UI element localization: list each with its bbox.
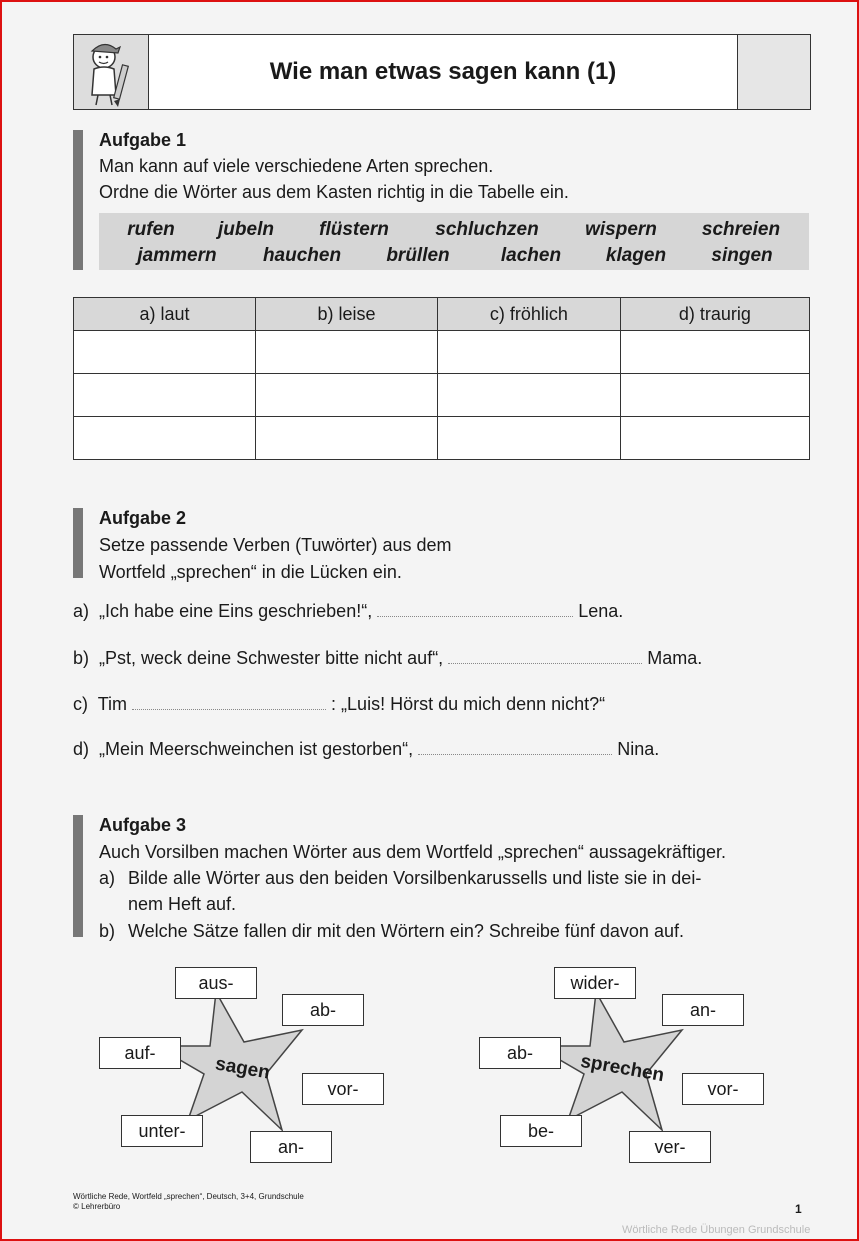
- table-header-row: [74, 298, 810, 331]
- word: schluchzen: [435, 219, 539, 240]
- answer-cell[interactable]: [255, 417, 437, 460]
- answer-cell[interactable]: [620, 417, 809, 460]
- column-header-traurig: d) traurig: [620, 298, 809, 331]
- task3-a-line2: nem Heft auf.: [128, 894, 237, 914]
- word: singen: [711, 245, 773, 266]
- word: jubeln: [218, 219, 274, 240]
- table-row: [74, 374, 810, 417]
- task2-heading: Aufgabe 2: [99, 508, 187, 528]
- footer-line1: Wörtliche Rede, Wortfeld „sprechen“, Deutsch, 3+4, Grundschule: [73, 1192, 304, 1201]
- sentence-text: „Ich habe eine Eins geschrieben!“,: [99, 601, 373, 621]
- task1-line1: Man kann auf viele verschiedene Arten sprechen.: [99, 156, 494, 176]
- sentence-text: Nina.: [617, 739, 660, 759]
- sentence-item-b: [73, 647, 702, 669]
- answer-cell[interactable]: [620, 331, 809, 374]
- column-header-laut: a) laut: [74, 298, 256, 331]
- task3-marker-bar: [73, 815, 83, 937]
- item-label: c): [73, 694, 88, 714]
- wheel-center-sagen: sagen: [213, 1053, 272, 1084]
- task2-marker-bar: [73, 508, 83, 578]
- task3-line1: Auch Vorsilben machen Wörter aus dem Wortfeld „sprechen“ aussagekräftiger.: [99, 842, 726, 862]
- answer-cell[interactable]: [620, 374, 809, 417]
- word: hauchen: [262, 245, 342, 266]
- sentence-text: Mama.: [647, 648, 703, 668]
- footer: [73, 1192, 304, 1212]
- footer-line2: © Lehrerbüro: [73, 1202, 121, 1211]
- prefix-box: an-: [250, 1131, 332, 1163]
- watermark: Wörtliche Rede Übungen Grundschule: [622, 1224, 811, 1236]
- sentence-item-d: [73, 738, 659, 760]
- word-box: [99, 213, 809, 270]
- sorting-table: [73, 297, 810, 460]
- prefix-box: aus-: [175, 967, 257, 999]
- boy-with-pencil-icon: [74, 35, 149, 109]
- prefix-box: be-: [500, 1115, 582, 1147]
- task2-line1: Setze passende Verben (Tuwörter) aus dem: [99, 535, 452, 555]
- sentence-text: Tim: [97, 694, 128, 714]
- column-header-leise: b) leise: [255, 298, 437, 331]
- wheel-center-sprechen: sprechen: [578, 1050, 666, 1087]
- table-row: [74, 331, 810, 374]
- blank-line[interactable]: [448, 647, 642, 664]
- sentence-item-c: [73, 693, 605, 715]
- word: klagen: [605, 245, 667, 266]
- task3-a-line1: Bilde alle Wörter aus den beiden Vorsilbenkarussells und liste sie in dei-: [128, 868, 702, 888]
- answer-cell[interactable]: [255, 331, 437, 374]
- answer-cell[interactable]: [74, 417, 256, 460]
- prefix-box: vor-: [682, 1073, 764, 1105]
- answer-cell[interactable]: [438, 417, 621, 460]
- answer-cell[interactable]: [74, 331, 256, 374]
- page-title: Wie man etwas sagen kann (1): [149, 35, 738, 109]
- prefix-box: an-: [662, 994, 744, 1026]
- prefix-box: vor-: [302, 1073, 384, 1105]
- answer-cell[interactable]: [438, 374, 621, 417]
- answer-cell[interactable]: [74, 374, 256, 417]
- sentence-text: : „Luis! Hörst du mich denn nicht?“: [331, 694, 606, 714]
- task1-line2: Ordne die Wörter aus dem Kasten richtig in die Tabelle ein.: [99, 182, 569, 202]
- item-label: a): [73, 601, 90, 621]
- task1-heading: Aufgabe 1: [99, 130, 187, 150]
- task3-a-label: a): [99, 868, 116, 888]
- sentence-text: Lena.: [578, 601, 624, 621]
- worksheet-header: [73, 34, 811, 110]
- prefix-box: auf-: [99, 1037, 181, 1069]
- task2-line2: Wortfeld „sprechen“ in die Lücken ein.: [99, 562, 402, 582]
- task3-b-label: b): [99, 921, 116, 941]
- word: wispern: [585, 219, 657, 240]
- task1-marker-bar: [73, 130, 83, 270]
- prefix-box: ver-: [629, 1131, 711, 1163]
- word: lachen: [500, 245, 562, 266]
- task3-b-line1: Welche Sätze fallen dir mit den Wörtern ein? Schreibe fünf davon auf.: [128, 921, 684, 941]
- blank-line[interactable]: [377, 600, 573, 617]
- blank-line[interactable]: [418, 738, 612, 755]
- sentence-text: „Mein Meerschweinchen ist gestorben“,: [99, 739, 414, 759]
- answer-cell[interactable]: [255, 374, 437, 417]
- word: jammern: [137, 245, 217, 266]
- word: schreien: [701, 219, 781, 240]
- item-label: d): [73, 739, 90, 759]
- word: rufen: [127, 219, 175, 240]
- prefix-box: ab-: [479, 1037, 561, 1069]
- prefix-box: wider-: [554, 967, 636, 999]
- item-label: b): [73, 648, 90, 668]
- table-row: [74, 417, 810, 460]
- word: flüstern: [319, 219, 389, 240]
- prefix-box: ab-: [282, 994, 364, 1026]
- sentence-text: „Pst, weck deine Schwester bitte nicht auf“,: [99, 648, 444, 668]
- answer-cell[interactable]: [438, 331, 621, 374]
- task3-heading: Aufgabe 3: [99, 815, 187, 835]
- page-number: 1: [795, 1202, 802, 1216]
- sentence-item-a: [73, 600, 623, 622]
- blank-line[interactable]: [132, 693, 326, 710]
- column-header-froehlich: c) fröhlich: [438, 298, 621, 331]
- prefix-box: unter-: [121, 1115, 203, 1147]
- word: brüllen: [386, 245, 450, 266]
